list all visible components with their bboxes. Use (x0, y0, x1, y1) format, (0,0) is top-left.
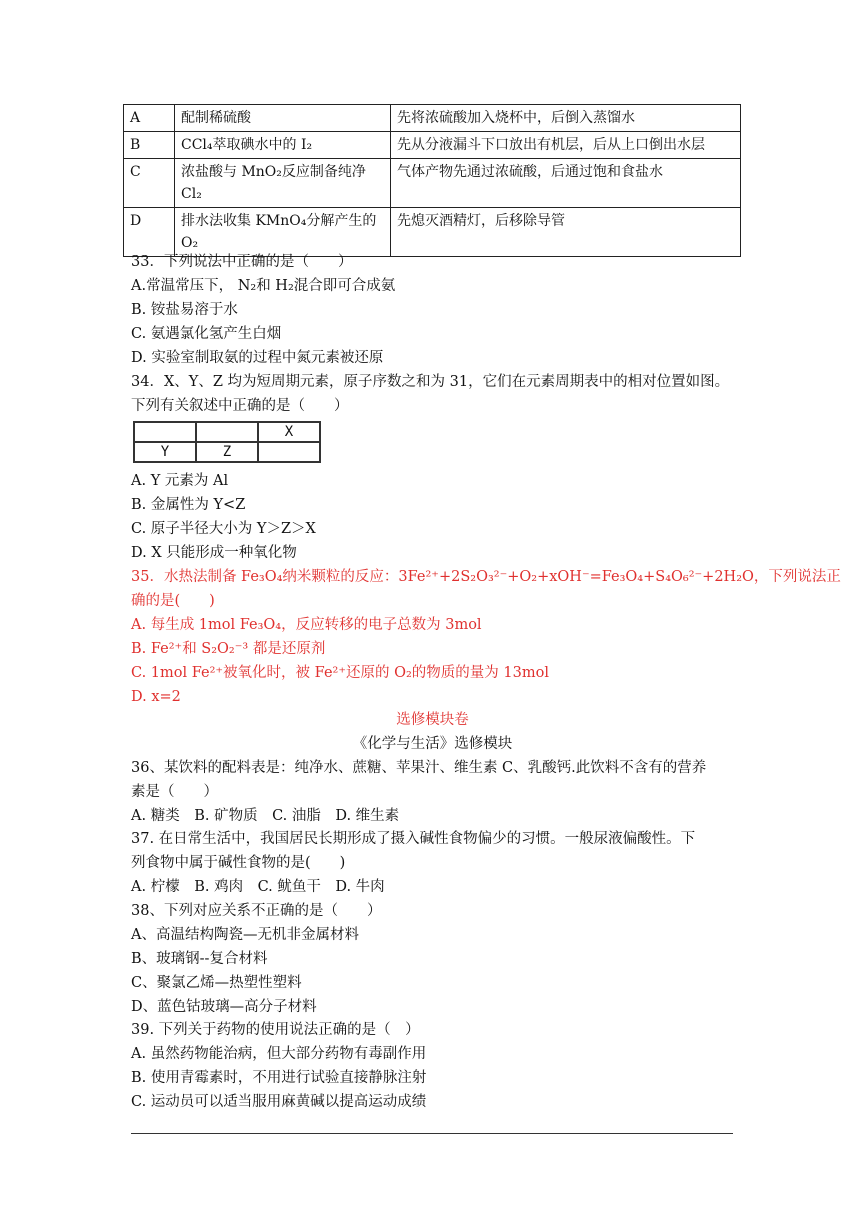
row-method: 气体产物先通过浓硫酸，后通过饱和食盐水 (391, 159, 741, 208)
question-36-stem: 36、某饮料的配料表是：纯净水、蔗糖、苹果汁、维生素 C、乳酸钙.此饮料不含有的营养 (131, 760, 707, 776)
experiment-table (123, 104, 741, 257)
grid-cell-y: Y (134, 442, 196, 462)
row-operation: 排水法收集 KMnO₄分解产生的 O₂ (175, 208, 391, 257)
question-33-option-a: A.常温常压下， N₂和 H₂混合即可合成氨 (131, 278, 396, 294)
question-39-option-c: C. 运动员可以适当服用麻黄碱以提高运动成绩 (131, 1094, 427, 1110)
question-35-option-b: B. Fe²⁺和 S₂O₂⁻³ 都是还原剂 (131, 641, 326, 657)
periodic-table-figure (133, 421, 321, 463)
question-36-stem-cont: 素是（ ） (131, 784, 218, 800)
question-39-stem: 39. 下列关于药物的使用说法正确的是（ ） (131, 1022, 420, 1038)
grid-cell-z: Z (196, 442, 258, 462)
table-row (124, 132, 741, 159)
table-row (124, 159, 741, 208)
grid-cell-x: X (258, 422, 320, 442)
row-label: C (124, 159, 175, 208)
question-34-stem-cont: 下列有关叙述中正确的是（ ） (131, 398, 349, 414)
row-label: D (124, 208, 175, 257)
question-33-stem: 33．下列说法中正确的是（ ） (131, 254, 353, 270)
grid-cell (258, 442, 320, 462)
row-label: A (124, 105, 175, 132)
row-method: 先熄灭酒精灯，后移除导管 (391, 208, 741, 257)
question-34-stem: 34．X、Y、Z 均为短周期元素，原子序数之和为 31，它们在元素周期表中的相对位置如图。 (131, 374, 730, 390)
question-35-option-d: D. x=2 (131, 689, 181, 705)
question-34-option-a: A. Y 元素为 Al (131, 473, 229, 489)
question-35-option-c: C. 1mol Fe²⁺被氧化时，被 Fe²⁺还原的 O₂的物质的量为 13mol (131, 665, 549, 681)
row-method: 先从分液漏斗下口放出有机层，后从上口倒出水层 (391, 132, 741, 159)
question-33-option-b: B. 铵盐易溶于水 (131, 302, 238, 318)
question-34-option-b: B. 金属性为 Y<Z (131, 497, 246, 513)
question-37-stem-cont: 列食物中属于碱性食物的是( ) (131, 855, 346, 871)
question-38-option-d: D、蓝色钴玻璃—高分子材料 (131, 999, 317, 1015)
question-38-option-a: A、高温结构陶瓷—无机非金属材料 (131, 927, 359, 943)
table-row (124, 105, 741, 132)
footer-divider (131, 1133, 733, 1134)
question-39-option-b: B. 使用青霉素时，不用进行试验直接静脉注射 (131, 1070, 427, 1086)
question-35-stem-cont: 确的是( ) (131, 593, 215, 609)
question-35-stem: 35．水热法制备 Fe₃O₄纳米颗粒的反应：3Fe²⁺+2S₂O₃²⁻+O₂+xOH⁻=Fe₃O₄+S₄O₆²⁻+2H₂O，下列说法正 (131, 569, 841, 585)
question-35-option-a: A. 每生成 1mol Fe₃O₄，反应转移的电子总数为 3mol (131, 617, 482, 633)
row-method: 先将浓硫酸加入烧杯中，后倒入蒸馏水 (391, 105, 741, 132)
row-operation: 浓盐酸与 MnO₂反应制备纯净 Cl₂ (175, 159, 391, 208)
row-operation: CCl₄萃取碘水中的 I₂ (175, 132, 391, 159)
row-operation: 配制稀硫酸 (175, 105, 391, 132)
grid-row (134, 422, 320, 442)
question-37-stem: 37. 在日常生活中，我国居民长期形成了摄入碱性食物偏少的习惯。一般尿液偏酸性。下 (131, 831, 696, 847)
grid-cell (196, 422, 258, 442)
question-38-stem: 38、下列对应关系不正确的是（ ） (131, 903, 382, 919)
question-33-option-d: D. 实验室制取氨的过程中氮元素被还原 (131, 350, 384, 366)
question-38-option-b: B、玻璃钢--复合材料 (131, 951, 268, 967)
question-33-option-c: C. 氨遇氯化氢产生白烟 (131, 326, 282, 342)
grid-row (134, 442, 320, 462)
module-title: 《化学与生活》选修模块 (352, 736, 513, 752)
question-34-option-c: C. 原子半径大小为 Y＞Z＞X (131, 521, 316, 537)
grid-cell (134, 422, 196, 442)
question-34-option-d: D. X 只能形成一种氧化物 (131, 545, 297, 561)
section-heading: 选修模块卷 (396, 712, 469, 728)
question-36-options: A. 糖类 B. 矿物质 C. 油脂 D. 维生素 (131, 808, 400, 824)
question-37-options: A. 柠檬 B. 鸡肉 C. 鱿鱼干 D. 牛肉 (131, 879, 385, 895)
question-39-option-a: A. 虽然药物能治病，但大部分药物有毒副作用 (131, 1046, 427, 1062)
table-row (124, 208, 741, 257)
row-label: B (124, 132, 175, 159)
question-38-option-c: C、聚氯乙烯—热塑性塑料 (131, 975, 302, 991)
